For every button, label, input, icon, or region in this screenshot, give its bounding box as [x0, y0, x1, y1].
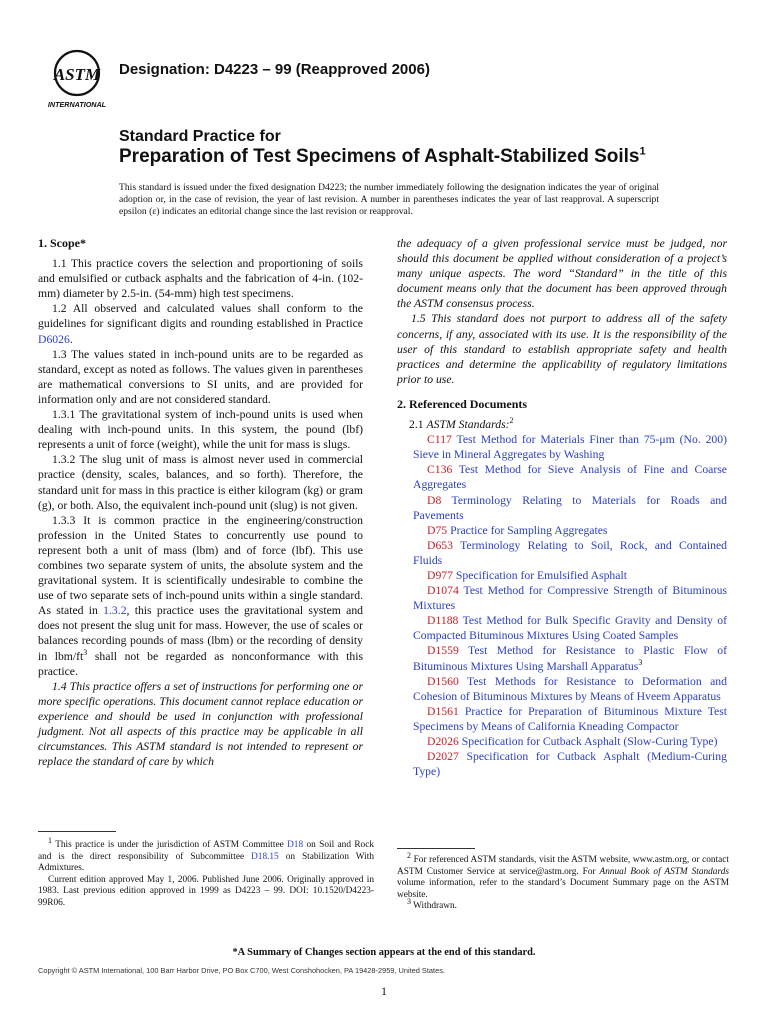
section-heading-referenced: 2. Referenced Documents: [397, 396, 528, 411]
reference-code[interactable]: D653: [427, 538, 453, 552]
para-2-1: [397, 417, 727, 432]
reference-code[interactable]: D2026: [427, 735, 459, 748]
para-1-3-2: 1.3.2 The slug unit of mass is almost never used in commercial practice (density, scales, balances, and so forth). Therefore, the standard unit for mass in this practice is either kilogram (kg) or gram (g), or both. Also, the equivalent inch-pound unit (slug) is not given.: [38, 453, 363, 512]
reference-title[interactable]: Test Method for Resistance to Plastic Flow of Bituminous Mixtures Using Marshall Apparatus: [413, 644, 728, 673]
designation: Designation: D4223 – 99 (Reapproved 2006): [119, 61, 430, 78]
reference-code[interactable]: D1561: [427, 704, 459, 718]
reference-item: [397, 583, 727, 613]
reference-title[interactable]: Test Method for Sieve Analysis of Fine and Coarse Aggregates: [413, 463, 727, 492]
para-1-3-3: [38, 513, 363, 679]
title-footnote-marker[interactable]: 1: [639, 145, 646, 158]
reference-title[interactable]: Practice for Sampling Aggregates: [450, 523, 608, 537]
left-column: [38, 236, 363, 769]
reference-title[interactable]: Specification for Cutback Asphalt (Slow-Curing Type): [461, 735, 718, 748]
footnote-1-text: This practice is under the jurisdiction of ASTM Committee: [52, 840, 288, 850]
reference-code[interactable]: C117: [427, 433, 452, 447]
link-d6026[interactable]: D6026: [38, 332, 70, 346]
reference-title[interactable]: Test Method for Compressive Strength of Bituminous Mixtures: [413, 584, 727, 613]
reference-title[interactable]: Test Methods for Resistance to Deformation and Cohesion of Bituminous Mixtures by Means of Hveem Apparatus: [413, 674, 727, 703]
footnote-1: [38, 835, 374, 910]
reference-code[interactable]: D1559: [427, 644, 459, 658]
reference-code[interactable]: D1188: [427, 614, 459, 628]
reference-item: [397, 538, 727, 568]
footnote-1-text-c: on Stabilization With Admixtures.: [38, 851, 374, 874]
footnote-2-italic: Annual Book of ASTM Standards: [599, 866, 729, 877]
reference-title[interactable]: Terminology Relating to Soil, Rock, and Contained Fluids: [413, 538, 727, 567]
reference-item: [397, 568, 727, 583]
link-d18[interactable]: D18: [287, 840, 304, 850]
footnote-1-para: [38, 835, 374, 875]
reference-item: [397, 734, 727, 749]
reference-code[interactable]: D75: [427, 523, 448, 537]
summary-note: *A Summary of Changes section appears at the end of this standard.: [232, 947, 536, 958]
footnote-2-text: For referenced ASTM standards, visit the ASTM website, www.astm.org, or contact ASTM Customer Service at service@astm.org. For: [397, 855, 729, 877]
superscript-3: 3: [83, 647, 88, 657]
reference-item: [397, 613, 727, 643]
footnote-1-marker: 1: [48, 835, 52, 845]
reference-item: [397, 493, 727, 523]
reference-code[interactable]: D8: [427, 493, 442, 507]
link-1-3-2[interactable]: 1.3.2: [103, 604, 127, 618]
copyright: Copyright © ASTM International, 100 Barr Harbor Drive, PO Box C700, West Conshohocken, PA 19428-2959, United States.: [38, 966, 445, 975]
footnote-rule-right: [397, 848, 475, 849]
para-1-2-end: .: [69, 332, 73, 346]
footnote-2-text-b: volume information, refer to the standard’s Document Summary page on the ASTM website.: [397, 878, 729, 900]
para-1-1: 1.1 This practice covers the selection and proportioning of soils and emulsified or cutback asphalts and the fabrication of 4-in. (102-mm) diameter by 2.5-in. (54-mm) high test specimens.: [38, 257, 363, 301]
right-column: [397, 236, 727, 779]
reference-item: [397, 643, 727, 673]
reference-title[interactable]: Specification for Emulsified Asphalt: [455, 568, 627, 582]
superscript-2[interactable]: 2: [509, 416, 514, 426]
footnote-2-marker: 2: [407, 850, 411, 860]
reference-code[interactable]: D2027: [427, 750, 459, 764]
footnote-1-edition: Current edition approved May 1, 2006. Published June 2006. Originally approved in 1983. Last previous edition approved in 1999 as D4223 – 99. DOI: 10.1520/D4223-99R06.: [38, 874, 374, 908]
footnote-3-text: Withdrawn.: [411, 901, 457, 912]
reference-item: [397, 432, 727, 462]
reference-item: [397, 749, 727, 779]
footnote-3: [397, 897, 729, 913]
reference-code[interactable]: D977: [427, 568, 453, 582]
para-1-2-text: 1.2 All observed and calculated values shall conform to the guidelines for significant digits and rounding established in Practice: [38, 302, 363, 331]
reference-code[interactable]: C136: [427, 463, 453, 477]
reference-code[interactable]: D1074: [427, 584, 459, 598]
reference-title[interactable]: Specification for Cutback Asphalt (Medium-Curing Type): [413, 750, 727, 779]
document-title: [119, 146, 646, 168]
para-1-3-3-text: 1.3.3 It is common practice in the engineering/construction profession in the United States to concurrently use pound to represent both a unit of mass (lbm) and of force (lbf). This use combines two separate system of units, the absolute system and the gravitational system. It is scientifically undesirable to combine the use of two separate sets of inch-pound units within a single standard. As stated in: [38, 513, 363, 618]
para-2-1-label: ASTM Standards:: [426, 418, 510, 432]
reference-title[interactable]: Test Method for Bulk Specific Gravity and Density of Compacted Bituminous Mixtures Using Coated Samples: [413, 614, 727, 643]
para-1-5: 1.5 This standard does not purport to address all of the safety concerns, if any, associated with its use. It is the responsibility of the user of this standard to establish appropriate safety and health practices and determine the applicability of regulatory limitations prior to use.: [397, 312, 727, 386]
section-heading-scope: 1. Scope*: [38, 236, 86, 250]
standard-kind: Standard Practice for: [119, 128, 281, 145]
reference-item: [397, 523, 727, 538]
svg-text:INTERNATIONAL: INTERNATIONAL: [47, 100, 107, 109]
para-1-3-1: 1.3.1 The gravitational system of inch-pound units is used when dealing with inch-pound units. In this system, the pound (lbf) represents a unit of force (weight), while the unit for mass is slugs.: [38, 408, 363, 452]
para-1-4-continued: the adequacy of a given professional service must be judged, nor should this document be applied without consideration of a project’s many unique aspects. The word “Standard” in the title of this document means only that the document has been approved through the ASTM consensus process.: [397, 237, 727, 311]
para-1-2: [38, 301, 363, 346]
reference-item: [397, 704, 727, 734]
reference-title[interactable]: Practice for Preparation of Bituminous Mixture Test Specimens by Means of California Kneading Compactor: [413, 704, 727, 733]
page-number: 1: [381, 984, 387, 998]
reference-item: [397, 674, 727, 704]
reference-title[interactable]: Test Method for Materials Finer than 75-μm (No. 200) Sieve in Mineral Aggregates by Washing: [413, 433, 727, 462]
footnote-2: [397, 850, 729, 901]
astm-logo: [44, 46, 110, 110]
footnote-2-3: [397, 850, 729, 913]
link-d18-15[interactable]: D18.15: [251, 851, 279, 862]
para-1-3-3-text-c: shall not be regarded as nonconformance with this practice.: [38, 649, 363, 678]
reference-item: [397, 462, 727, 492]
footnote-3-marker: 3: [407, 897, 411, 907]
reference-title[interactable]: Terminology Relating to Materials for Roads and Pavements: [413, 493, 727, 522]
svg-text:ASTM: ASTM: [53, 65, 101, 84]
para-1-4: 1.4 This practice offers a set of instructions for performing one or more specific operations. This document cannot replace education or experience and should be used in conjunction with professional judgment. Not all aspects of this practice may be applicable in all circumstances. This ASTM standard is not intended to represent or replace the standard of care by which: [38, 679, 363, 769]
footnote-1-text-b: on Soil and Rock and is the direct responsibility of Subcommittee: [38, 840, 374, 862]
reference-list: [397, 432, 727, 779]
para-1-3: 1.3 The values stated in inch-pound units are to be regarded as standard, except as noted as follows. The values given in parentheses are mathematical conversions to SI units, and are provided for information only and are not considered standard.: [38, 347, 363, 406]
para-2-1-num: 2.1: [409, 418, 427, 432]
reference-code[interactable]: D1560: [427, 674, 459, 688]
reference-footnote-marker[interactable]: 3: [638, 657, 643, 667]
para-1-3-3-text-b: , this practice uses the gravitational system and does not present the slug unit for mass. However, the use of scales or balances recording pounds of mass (lbm) or the recording of density in lbm/ft: [38, 604, 364, 663]
issued-note: This standard is issued under the fixed designation D4223; the number immediately following the designation indicates the year of original adoption or, in the case of revision, the year of last revision. A number in parentheses indicates the year of last reapproval. A superscript epsilon (ε) indicates an editorial change since the last revision or reapproval.: [119, 182, 659, 218]
footnote-rule-left: [38, 831, 116, 832]
title-text: Preparation of Test Specimens of Asphalt-Stabilized Soils: [119, 146, 640, 167]
